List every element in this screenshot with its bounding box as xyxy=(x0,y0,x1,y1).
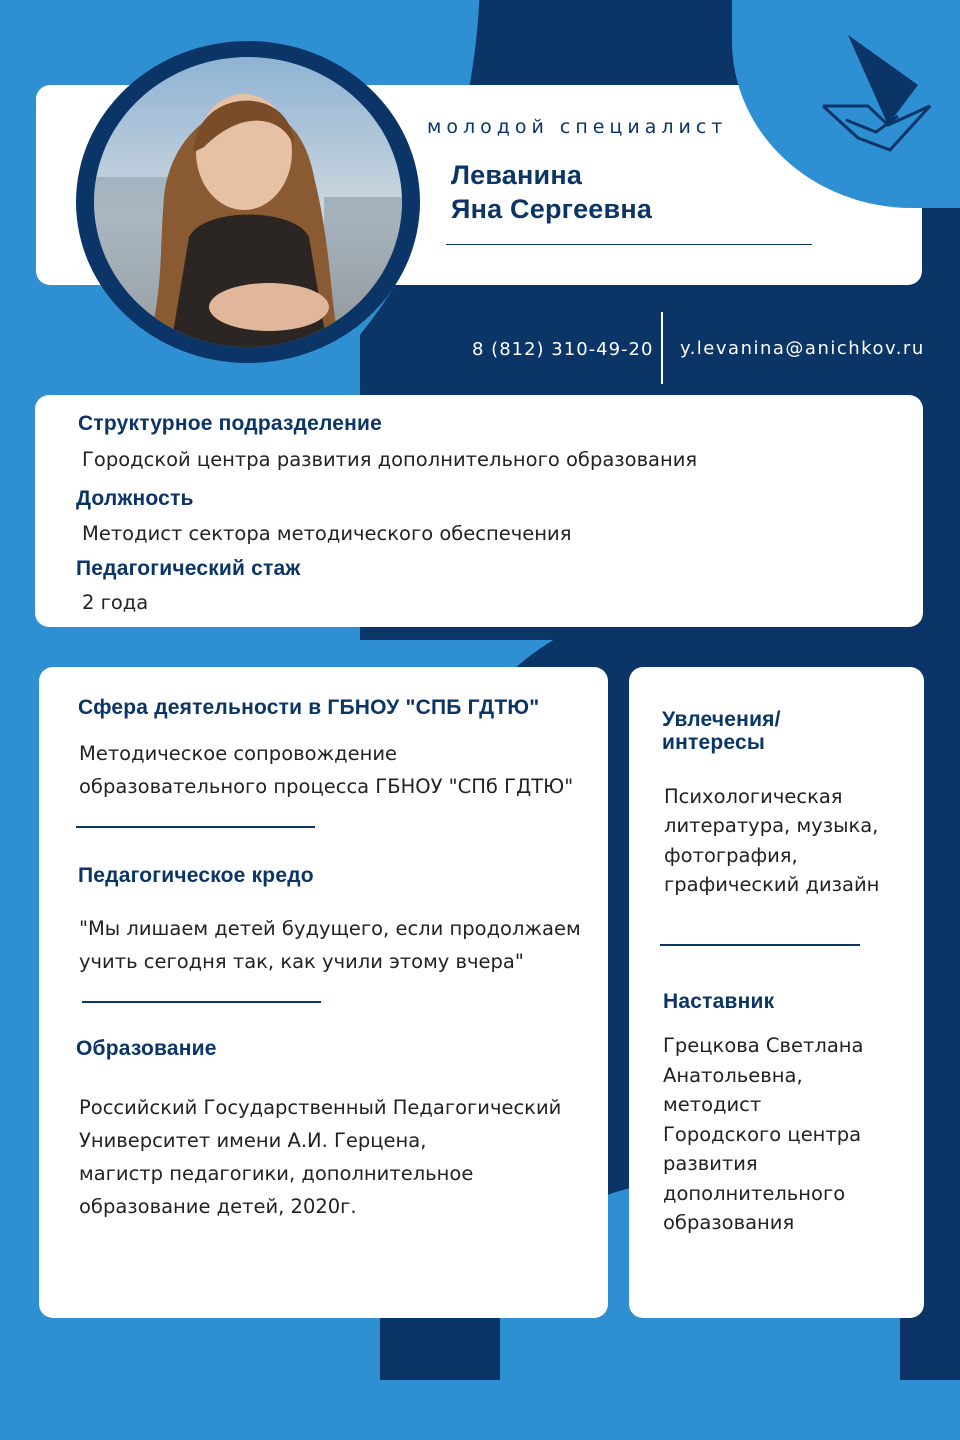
experience-label: Педагогический стаж xyxy=(76,557,301,580)
divider-1 xyxy=(76,826,315,828)
hobbies-title-line-2: интересы xyxy=(662,731,766,754)
position-label: Должность xyxy=(76,487,194,510)
sphere-line-2: образовательного процесса ГБНОУ "СПб ГДТЮ" xyxy=(79,775,574,798)
mentor-line-7: образования xyxy=(663,1211,795,1234)
mentor-line-4: Городского центра xyxy=(663,1123,862,1146)
hobbies-line-3: фотография, xyxy=(664,844,798,867)
sphere-line-1: Методическое сопровождение xyxy=(79,742,398,765)
education-line-1: Российский Государственный Педагогический xyxy=(79,1096,562,1119)
credo-line-1: "Мы лишаем детей будущего, если продолжаем xyxy=(79,917,581,940)
education-line-2: Университет имени А.И. Герцена, xyxy=(79,1129,427,1152)
divider-2 xyxy=(82,1001,321,1003)
email-address[interactable]: y.levanina@anichkov.ru xyxy=(680,338,925,359)
mentor-line-2: Анатольевна, xyxy=(663,1064,803,1087)
mentor-line-6: дополнительного xyxy=(663,1182,846,1205)
mentor-line-5: развития xyxy=(663,1152,758,1175)
hobbies-line-1: Психологическая xyxy=(664,785,843,808)
phone-number[interactable]: 8 (812) 310-49-20 xyxy=(472,339,654,360)
unit-label: Структурное подразделение xyxy=(78,412,383,435)
position-value: Методист сектора методического обеспечения xyxy=(82,522,572,545)
credo-title: Педагогическое кредо xyxy=(78,864,314,887)
portrait-photo xyxy=(94,57,402,347)
experience-value: 2 года xyxy=(82,591,149,614)
education-title: Образование xyxy=(76,1037,217,1060)
education-line-4: образование детей, 2020г. xyxy=(79,1195,357,1218)
hobbies-title-line-1: Увлечения/ xyxy=(662,708,781,731)
name-surname: Леванина xyxy=(451,160,583,190)
hobbies-line-2: литература, музыка, xyxy=(664,814,879,837)
tagline: молодой специалист xyxy=(427,116,728,138)
mentor-title: Наставник xyxy=(663,990,775,1013)
mentor-line-1: Грецкова Светлана xyxy=(663,1034,864,1057)
education-line-3: магистр педагогики, дополнительное xyxy=(79,1162,474,1185)
mentor-line-3: методист xyxy=(663,1093,762,1116)
divider-side xyxy=(660,944,860,946)
header-divider xyxy=(446,244,812,245)
contacts-separator xyxy=(661,312,663,384)
hobbies-line-4: графический дизайн xyxy=(664,873,880,896)
name-first-patronymic: Яна Сергеевна xyxy=(451,194,653,224)
sphere-title: Сфера деятельности в ГБНОУ "СПБ ГДТЮ" xyxy=(78,696,540,719)
unit-value: Городской центра развития дополнительного образования xyxy=(82,448,698,471)
credo-line-2: учить сегодня так, как учили этому вчера" xyxy=(79,950,524,973)
paper-plane-logo-icon xyxy=(818,30,936,158)
